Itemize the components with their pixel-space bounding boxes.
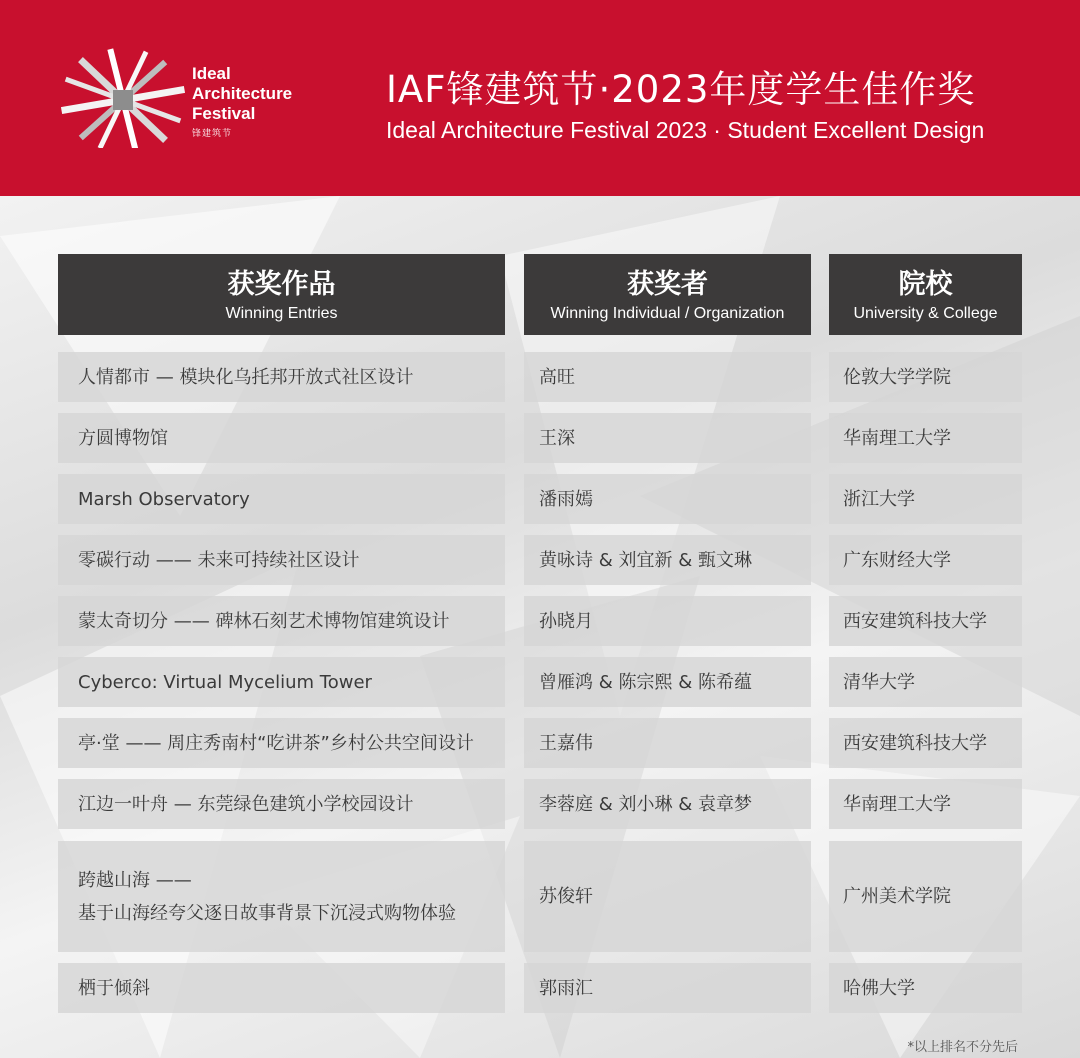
logo-line-1: Ideal (192, 64, 231, 83)
winner-name: 李蓉庭 & 刘小琳 & 袁章梦 (539, 793, 752, 815)
winner-cell (524, 657, 811, 707)
column-header-label-en: Winning Entries (225, 305, 338, 322)
entry-title-line: 基于山海经夸父逐日故事背景下沉浸式购物体验 (78, 902, 456, 924)
winner-name: 王深 (539, 427, 575, 449)
school-cell (829, 963, 1022, 1013)
column-header-schools (829, 254, 1022, 335)
winner-cell (524, 352, 811, 402)
winner-cell (524, 535, 811, 585)
page-title-en: Ideal Architecture Festival 2023 · Student Excellent Design (386, 117, 985, 143)
winner-name: 高旺 (539, 366, 575, 388)
school-name: 广州美术学院 (843, 886, 951, 907)
school-cell (829, 474, 1022, 524)
entry-cell (58, 535, 505, 585)
column-header-label-cn: 获奖者 (627, 269, 708, 300)
logo-line-2: Architecture (192, 84, 293, 103)
school-cell (829, 413, 1022, 463)
school-name: 华南理工大学 (843, 793, 951, 815)
entry-cell (58, 963, 505, 1013)
entry-title-line: 蒙太奇切分 —— 碑林石刻艺术博物馆建筑设计 (78, 610, 450, 632)
school-name: 浙江大学 (843, 488, 915, 510)
logo-line-4: 锋建筑节 (192, 129, 233, 139)
winner-name: 郭雨汇 (539, 977, 593, 999)
entry-cell (58, 841, 505, 952)
entry-title-line: 江边一叶舟 — 东莞绿色建筑小学校园设计 (78, 793, 414, 815)
entry-cell (58, 779, 505, 829)
school-cell (829, 779, 1022, 829)
entry-title-line: Marsh Observatory (78, 488, 250, 510)
entry-cell (58, 718, 505, 768)
winner-name: 潘雨嫣 (539, 488, 593, 510)
column-header-winners (524, 254, 811, 335)
entry-title-line: Cyberco: Virtual Mycelium Tower (78, 671, 372, 693)
logo-wordmark (192, 64, 292, 139)
winner-cell (524, 963, 811, 1013)
winner-cell (524, 596, 811, 646)
school-name: 广东财经大学 (843, 549, 951, 571)
column-header-label-cn: 院校 (898, 269, 953, 300)
entry-title-line: 零碳行动 —— 未来可持续社区设计 (78, 549, 360, 571)
school-name: 伦敦大学学院 (843, 366, 951, 388)
winner-cell (524, 841, 811, 952)
logo-line-3: Festival (192, 104, 256, 123)
column-header-label-en: University & College (853, 305, 998, 322)
entry-cell (58, 596, 505, 646)
entry-title-line: 人情都市 — 模块化乌托邦开放式社区设计 (78, 366, 414, 388)
school-name: 华南理工大学 (843, 427, 951, 449)
winner-name: 曾雁鸿 & 陈宗熙 & 陈希蕴 (539, 671, 752, 693)
header-banner (0, 0, 1080, 196)
column-header-label-cn: 获奖作品 (227, 269, 336, 300)
entry-cell (58, 352, 505, 402)
entry-cell (58, 657, 505, 707)
school-cell (829, 718, 1022, 768)
school-cell (829, 596, 1022, 646)
winner-name: 苏俊轩 (539, 886, 593, 907)
winner-cell (524, 413, 811, 463)
school-name: 哈佛大学 (843, 977, 915, 999)
school-cell (829, 841, 1022, 952)
page-title-cn: IAF锋建筑节·2023年度学生佳作奖 (386, 68, 976, 111)
footnote: *以上排名不分先后 (907, 1040, 1018, 1055)
column-header-label-en: Winning Individual / Organization (550, 305, 785, 322)
school-name: 西安建筑科技大学 (843, 732, 987, 754)
winner-name: 黄咏诗 & 刘宜新 & 甄文琳 (539, 549, 752, 571)
winner-cell (524, 718, 811, 768)
school-cell (829, 535, 1022, 585)
school-name: 西安建筑科技大学 (843, 610, 987, 632)
entry-title-line: 栖于倾斜 (78, 977, 150, 999)
entry-title-line: 亭·堂 —— 周庄秀南村“吃讲茶”乡村公共空间设计 (78, 732, 474, 754)
entry-title-line: 跨越山海 —— (78, 869, 192, 891)
entry-title-line: 方圆博物馆 (78, 427, 168, 449)
entry-cell (58, 474, 505, 524)
winner-name: 王嘉伟 (539, 732, 593, 754)
school-name: 清华大学 (843, 671, 915, 693)
winner-cell (524, 779, 811, 829)
winner-name: 孙晓月 (539, 610, 593, 632)
school-cell (829, 657, 1022, 707)
column-header-entries (58, 254, 505, 335)
school-cell (829, 352, 1022, 402)
winner-cell (524, 474, 811, 524)
entry-cell (58, 413, 505, 463)
